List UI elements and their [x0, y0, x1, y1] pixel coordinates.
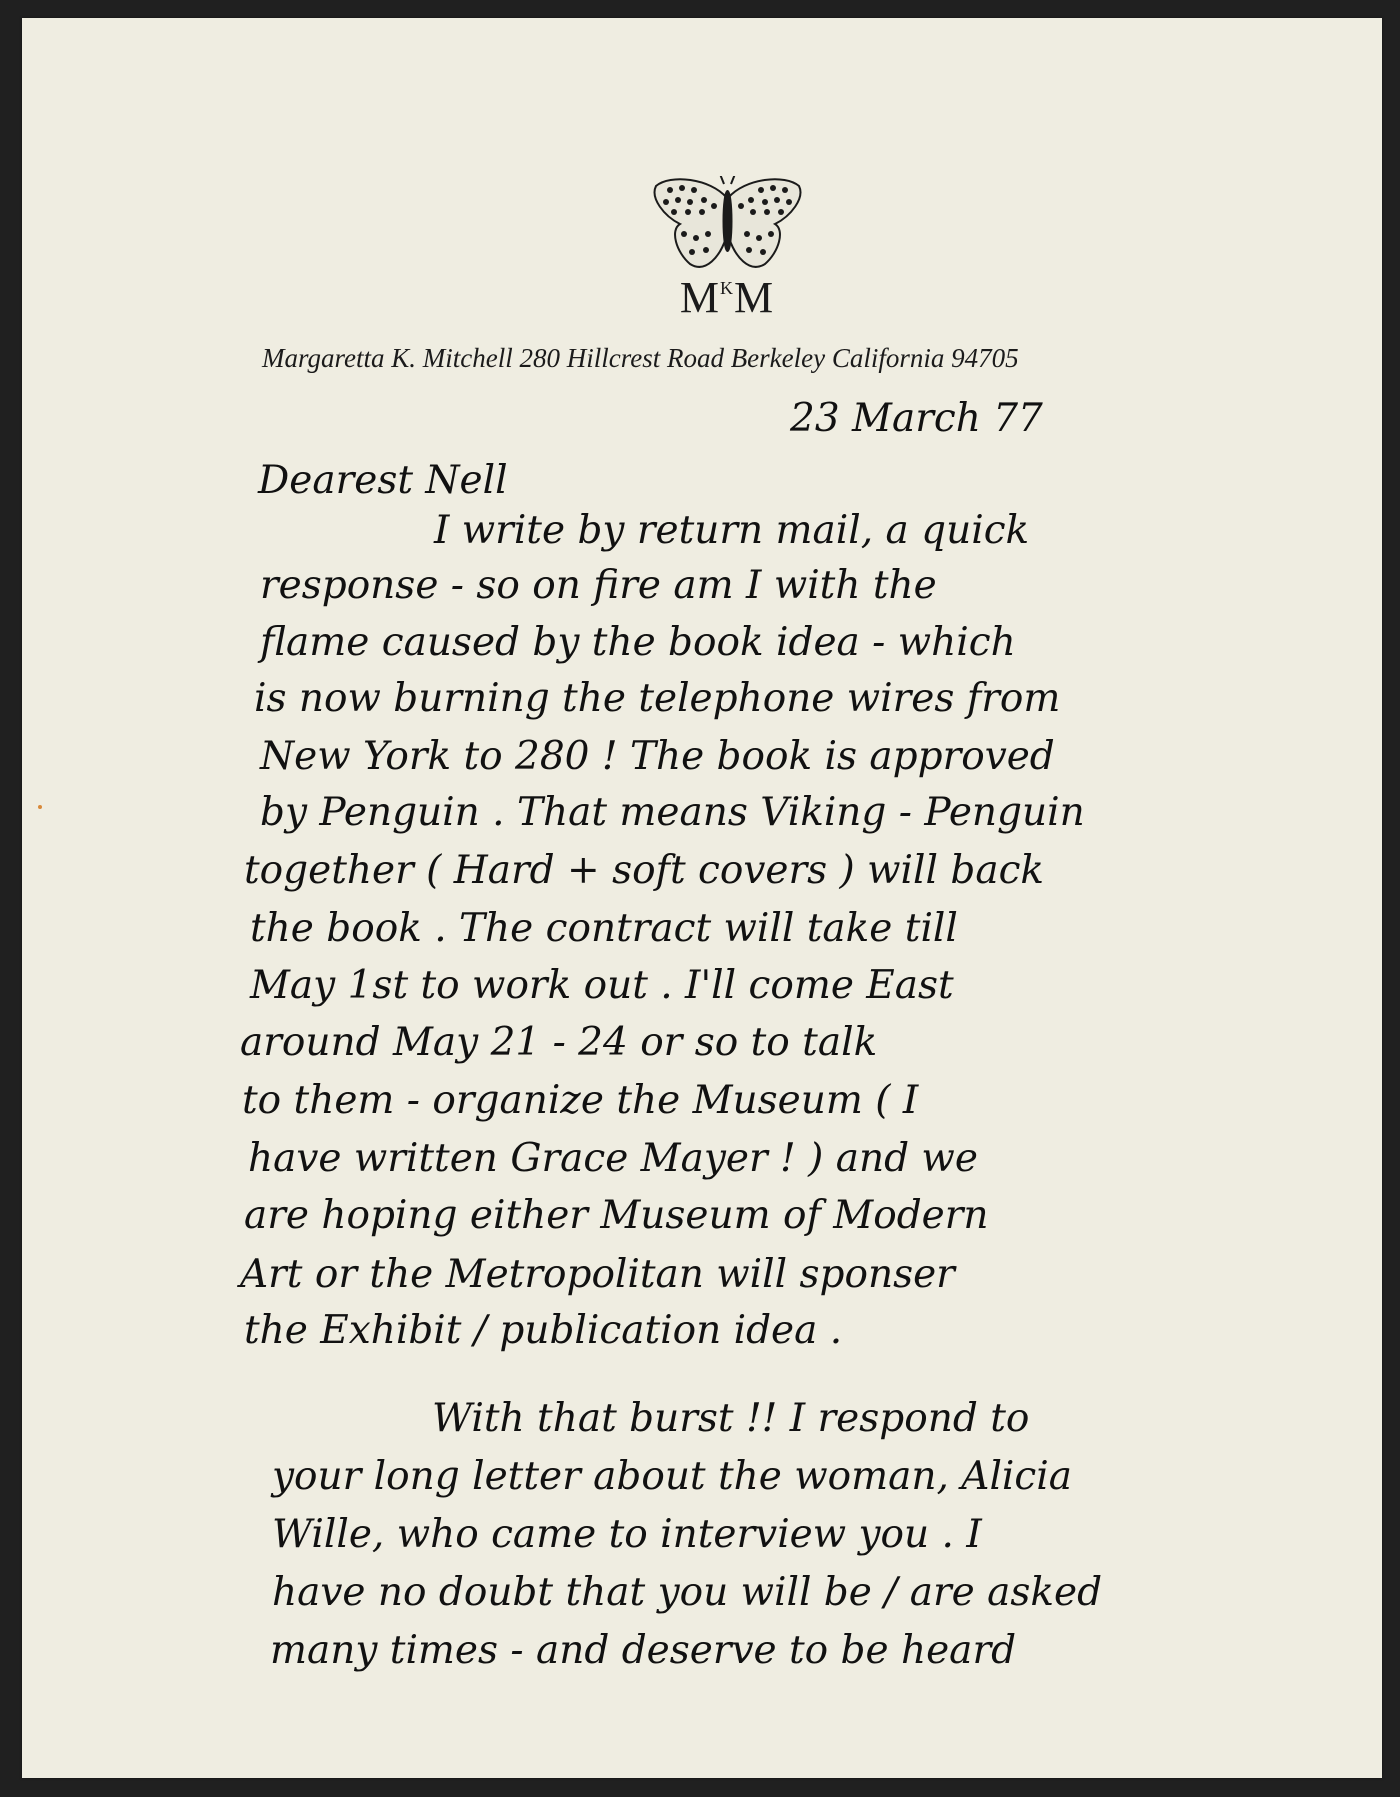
letterhead-address: Margaretta K. Mitchell 280 Hillcrest Road Berkeley California 94705 [262, 343, 1019, 373]
body-line: have no doubt that you will be / are asked [272, 1570, 1103, 1615]
body-line: by Penguin . That means Viking - Penguin [260, 790, 1085, 835]
body-line: I write by return mail, a quick [434, 508, 1030, 553]
body-line: New York to 280 ! The book is approved [260, 734, 1055, 779]
butterfly-icon [650, 176, 805, 281]
body-line: your long letter about the woman, Alicia [272, 1454, 1072, 1499]
monogram: $M^KM$ [679, 273, 775, 322]
body-line: around May 21 - 24 or so to talk [240, 1020, 878, 1065]
body-line: have written Grace Mayer ! ) and we [248, 1136, 978, 1181]
body-line: the Exhibit / publication idea . [244, 1308, 843, 1353]
body-line: are hoping either Museum of Modern [244, 1193, 989, 1238]
paper-speck [38, 805, 42, 809]
letter-page [22, 18, 1382, 1778]
salutation: Dearest Nell [258, 458, 508, 503]
body-line: to them - organize the Museum ( I [242, 1078, 919, 1123]
body-line: flame caused by the book idea - which [260, 620, 1016, 665]
body-line: Wille, who came to interview you . I [272, 1512, 982, 1557]
body-line: response - so on fire am I with the [260, 563, 937, 608]
body-line: With that burst !! I respond to [432, 1396, 1030, 1441]
body-line: Art or the Metropolitan will sponser [240, 1252, 955, 1297]
letter-date: 23 March 77 [790, 396, 1043, 441]
body-line: May 1st to work out . I'll come East [250, 963, 954, 1008]
body-line: many times - and deserve to be heard [270, 1628, 1017, 1673]
body-line: together ( Hard + soft covers ) will back [244, 848, 1045, 893]
body-line: the book . The contract will take till [250, 906, 958, 951]
body-line: is now burning the telephone wires from [254, 676, 1061, 721]
